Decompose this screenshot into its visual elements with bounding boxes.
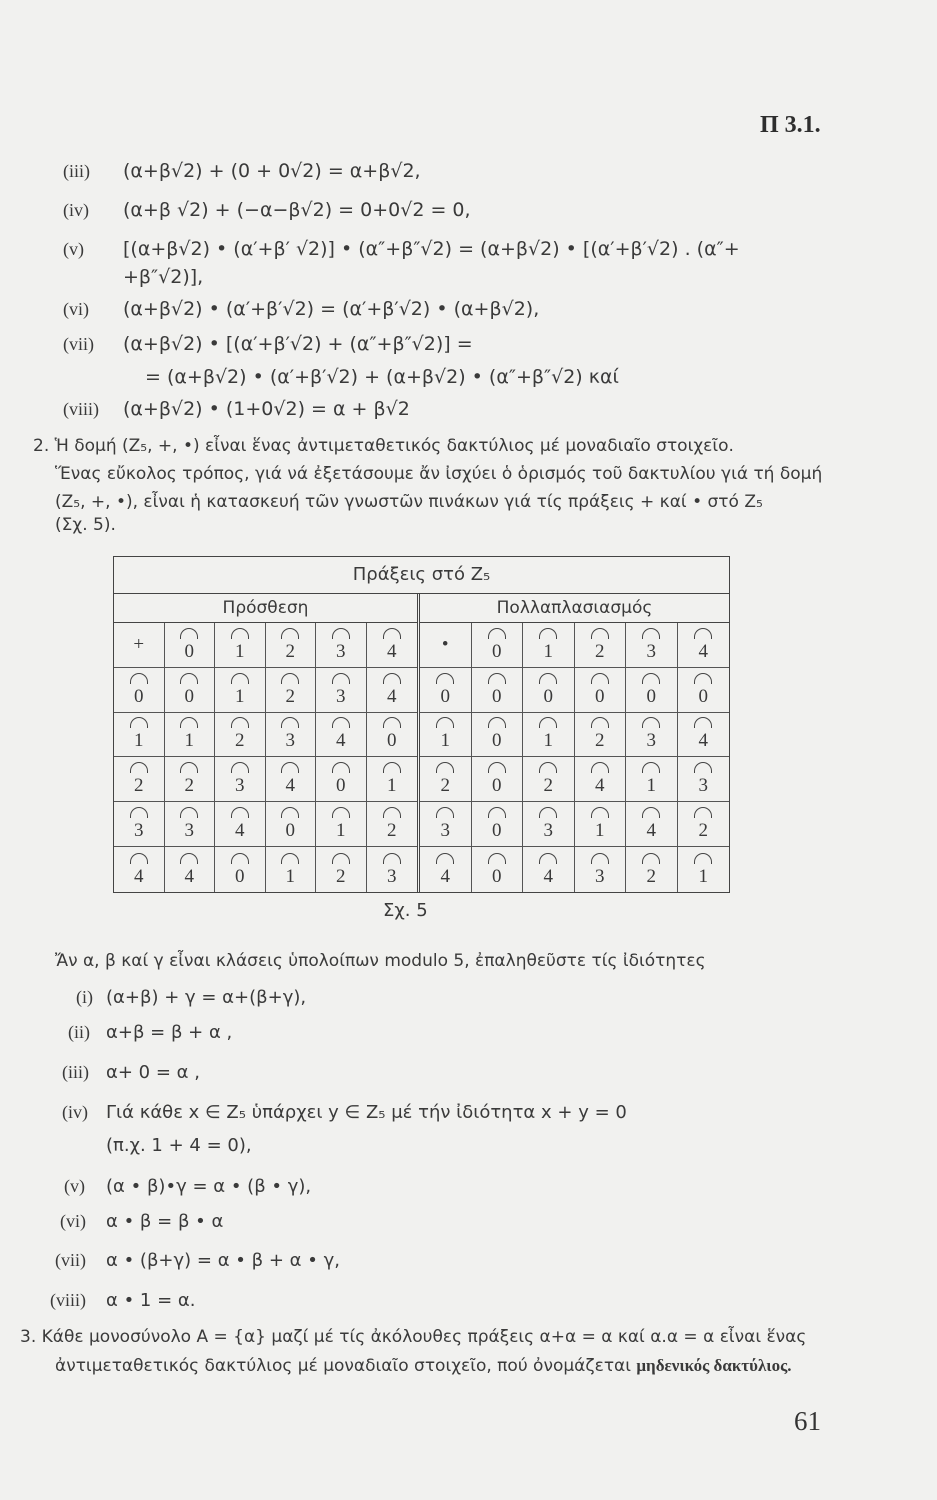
multiplication-value: 1 [698,865,708,887]
exercise-v: (v) (α • β)•γ = α • (β • γ), [64,1176,312,1197]
addition-cell-r1-c2 [215,668,266,713]
addition-cell-r1-c4 [316,668,367,713]
multiplication-cell-r5-c5 [678,847,730,892]
addition-cell-r3-c0 [114,757,165,802]
addition-value: 2 [134,775,144,797]
addition-value: 1 [184,730,194,752]
multiplication-cell-r1-c5 [678,668,730,713]
addition-value: 1 [134,730,144,752]
multiplication-cell-r2-c0 [420,713,472,758]
multiplication-value: 4 [698,730,708,752]
multiplication-cell-r3-c1 [472,757,524,802]
multiplication-cell-r1-c2 [523,668,575,713]
multiplication-cell-r3-c2 [523,757,575,802]
item-2-line-3: (Z₅, +, •), εἶναι ἡ κατασκευή τῶν γνωστῶν πινάκων γιά τίς πράξεις + καί • στό Z₅ [55,492,763,512]
multiplication-cell-r3-c0 [420,757,472,802]
addition-value: 0 [184,685,194,707]
addition-cell-r1-c1 [165,668,216,713]
multiplication-value: 2 [440,775,450,797]
addition-cell-r3-c5 [367,757,418,802]
multiplication-cell-r2-c1 [472,713,524,758]
multiplication-value: 4 [440,865,450,887]
addition-cell-r0-c2 [215,623,266,668]
multiplication-cell-r1-c1 [472,668,524,713]
multiplication-cell-r0-c4 [626,623,678,668]
multiplication-cell-r4-c2 [523,802,575,847]
addition-value: 4 [387,640,397,662]
addition-cell-r4-c0 [114,802,165,847]
exercise-intro: Ἄν α, β καί γ εἶναι κλάσεις ὑπολοίπων modulo 5, ἐπαληθεῦστε τίς ἰδιότητες [55,951,706,971]
multiplication-cell-r5-c1 [472,847,524,892]
addition-value: 1 [235,640,245,662]
multiplication-cell-r0-c3 [575,623,627,668]
addition-cell-r1-c0 [114,668,165,713]
addition-cell-r2-c1 [165,713,216,758]
zero-ring-term: μηδενικός δακτύλιος. [636,1356,792,1375]
multiplication-cell-r5-c3 [575,847,627,892]
operations-table [113,556,730,893]
multiplication-value: 1 [595,820,605,842]
addition-value: 0 [285,820,295,842]
exercise-vi: (vi) α • β = β • α [60,1211,224,1232]
multiplication-grid [420,623,729,892]
addition-cell-r2-c5 [367,713,418,758]
multiplication-value: 4 [646,820,656,842]
item-2-line-4: (Σχ. 5). [55,515,116,535]
addition-value: 2 [235,730,245,752]
exercise-iii: (iii) α+ 0 = α , [62,1062,200,1083]
addition-cell-r4-c5 [367,802,418,847]
item-2-line-2: Ἕνας εὔκολος τρόπος, γιά νά ἐξετάσουμε ἄν ἰσχύει ὁ ὁρισμός τοῦ δακτυλίου γιά τή δομή [55,464,823,484]
addition-value: 1 [336,820,346,842]
addition-value: 4 [184,865,194,887]
addition-value: 1 [387,775,397,797]
multiplication-value: 3 [543,820,553,842]
multiplication-cell-r4-c5 [678,802,730,847]
multiplication-value: 3 [440,820,450,842]
item-3-line-2 [55,1352,792,1380]
multiplication-cell-r0-c2 [523,623,575,668]
multiplication-cell-r1-c3 [575,668,627,713]
addition-cell-r3-c2 [215,757,266,802]
multiplication-value: 1 [543,730,553,752]
item-3-line-2-text: ἀντιμεταθετικός δακτύλιος μέ μοναδιαῖο στοιχεῖο, πού ὀνομάζεται [55,1356,632,1376]
addition-value: 4 [336,730,346,752]
addition-value: 4 [134,865,144,887]
addition-value: 3 [336,685,346,707]
addition-cell-r1-c3 [266,668,317,713]
prop-iii: (iii) (α+β√2) + (0 + 0√2) = α+β√2, [63,160,421,182]
section-code: Π 3.1. [760,112,821,138]
addition-value: 0 [336,775,346,797]
addition-cell-r0-c0 [114,623,165,668]
multiplication-cell-r0-c0 [420,623,472,668]
addition-cell-r0-c5 [367,623,418,668]
addition-value: 1 [285,865,295,887]
addition-value: 0 [387,730,397,752]
multiplication-value: 2 [698,820,708,842]
exercise-i: (i) (α+β) + γ = α+(β+γ), [76,987,307,1008]
addition-cell-r5-c2 [215,847,266,892]
addition-value: 1 [235,685,245,707]
addition-cell-r4-c1 [165,802,216,847]
multiplication-cell-r5-c2 [523,847,575,892]
addition-cell-r0-c3 [266,623,317,668]
multiplication-value: 1 [440,730,450,752]
multiplication-value: • [441,633,449,655]
multiplication-cell-r5-c0 [420,847,472,892]
multiplication-value: 3 [595,865,605,887]
addition-cell-r2-c4 [316,713,367,758]
multiplication-cell-r2-c5 [678,713,730,758]
addition-value: 4 [387,685,397,707]
addition-value: 3 [184,820,194,842]
multiplication-heading: Πολλαπλασιασμός [420,594,729,623]
multiplication-value: 0 [646,685,656,707]
multiplication-cell-r1-c4 [626,668,678,713]
addition-cell-r1-c5 [367,668,418,713]
multiplication-value: 3 [646,730,656,752]
addition-value: 0 [235,865,245,887]
multiplication-value: 4 [698,640,708,662]
multiplication-cell-r2-c3 [575,713,627,758]
prop-v-cont: +β″√2)], [123,266,204,288]
multiplication-value: 0 [492,640,502,662]
addition-value: 3 [235,775,245,797]
multiplication-value: 0 [595,685,605,707]
prop-v: (v) [(α+β√2) • (α′+β′ √2)] • (α″+β″√2) = (α+β√2) • [(α′+β′√2) . (α″+ [63,238,740,260]
addition-cell-r0-c1 [165,623,216,668]
addition-cell-r3-c1 [165,757,216,802]
addition-cell-r0-c4 [316,623,367,668]
multiplication-cell-r4-c0 [420,802,472,847]
exercise-ii: (ii) α+β = β + α , [68,1022,233,1043]
addition-value: + [133,633,145,655]
addition-cell-r3-c3 [266,757,317,802]
addition-value: 3 [387,865,397,887]
multiplication-cell-r4-c4 [626,802,678,847]
item-3-line-1: 3. Κάθε μονοσύνολο A = {α} μαζί μέ τίς ἀκόλουθες πράξεις α+α = α καί α.α = α εἶναι ἕνας [20,1327,807,1347]
figure-caption: Σχ. 5 [383,900,428,921]
multiplication-value: 1 [646,775,656,797]
multiplication-value: 0 [492,775,502,797]
addition-value: 2 [285,640,295,662]
multiplication-value: 2 [646,865,656,887]
addition-value: 4 [235,820,245,842]
multiplication-cell-r2-c2 [523,713,575,758]
addition-value: 3 [285,730,295,752]
addition-value: 2 [184,775,194,797]
addition-grid [114,623,417,892]
multiplication-value: 3 [646,640,656,662]
addition-cell-r5-c4 [316,847,367,892]
addition-cell-r2-c3 [266,713,317,758]
multiplication-cell-r4-c1 [472,802,524,847]
addition-cell-r5-c5 [367,847,418,892]
addition-cell-r3-c4 [316,757,367,802]
multiplication-cell-r4-c3 [575,802,627,847]
multiplication-value: 4 [595,775,605,797]
multiplication-value: 0 [492,730,502,752]
addition-value: 2 [285,685,295,707]
multiplication-cell-r0-c5 [678,623,730,668]
multiplication-value: 3 [698,775,708,797]
multiplication-cell-r2-c4 [626,713,678,758]
addition-cell-r4-c2 [215,802,266,847]
table-title: Πράξεις στό Z₅ [114,557,729,594]
multiplication-value: 0 [492,820,502,842]
addition-value: 2 [387,820,397,842]
addition-cell-r2-c2 [215,713,266,758]
exercise-iv-example: (π.χ. 1 + 4 = 0), [106,1135,252,1156]
addition-value: 3 [134,820,144,842]
multiplication-value: 0 [698,685,708,707]
multiplication-value: 1 [543,640,553,662]
addition-cell-r5-c1 [165,847,216,892]
multiplication-cell-r0-c1 [472,623,524,668]
multiplication-cell-r3-c3 [575,757,627,802]
prop-vi: (vi) (α+β√2) • (α′+β′√2) = (α′+β′√2) • (α+β√2), [63,298,540,320]
addition-value: 4 [285,775,295,797]
exercise-viii: (viii) α • 1 = α. [50,1290,196,1311]
multiplication-value: 0 [492,865,502,887]
addition-value: 0 [184,640,194,662]
item-2-line-1: 2. Ἡ δομή (Z₅, +, •) εἶναι ἕνας ἀντιμεταθετικός δακτύλιος μέ μοναδιαῖο στοιχεῖο. [33,436,734,456]
multiplication-value: 4 [543,865,553,887]
multiplication-cell-r1-c0 [420,668,472,713]
multiplication-cell-r3-c4 [626,757,678,802]
addition-value: 3 [336,640,346,662]
addition-cell-r4-c4 [316,802,367,847]
exercise-iv: (iv) Γιά κάθε x ∈ Z₅ ὑπάρχει y ∈ Z₅ μέ τήν ἰδιότητα x + y = 0 [62,1102,627,1123]
multiplication-value: 0 [543,685,553,707]
addition-cell-r5-c3 [266,847,317,892]
multiplication-value: 0 [492,685,502,707]
multiplication-value: 2 [543,775,553,797]
addition-heading: Πρόσθεση [114,594,417,623]
prop-viii: (viii) (α+β√2) • (1+0√2) = α + β√2 [63,398,410,420]
addition-value: 0 [134,685,144,707]
prop-iv: (iv) (α+β √2) + (−α−β√2) = 0+0√2 = 0, [63,199,471,221]
multiplication-value: 0 [440,685,450,707]
prop-vii: (vii) (α+β√2) • [(α′+β′√2) + (α″+β″√2)] = [63,333,473,355]
addition-cell-r4-c3 [266,802,317,847]
prop-vii-cont: = (α+β√2) • (α′+β′√2) + (α+β√2) • (α″+β″√2) καί [145,366,619,388]
multiplication-cell-r3-c5 [678,757,730,802]
addition-value: 2 [336,865,346,887]
page-number: 61 [794,1406,821,1436]
exercise-vii: (vii) α • (β+γ) = α • β + α • γ, [55,1250,340,1271]
multiplication-value: 2 [595,730,605,752]
multiplication-value: 2 [595,640,605,662]
addition-cell-r2-c0 [114,713,165,758]
multiplication-cell-r5-c4 [626,847,678,892]
addition-cell-r5-c0 [114,847,165,892]
